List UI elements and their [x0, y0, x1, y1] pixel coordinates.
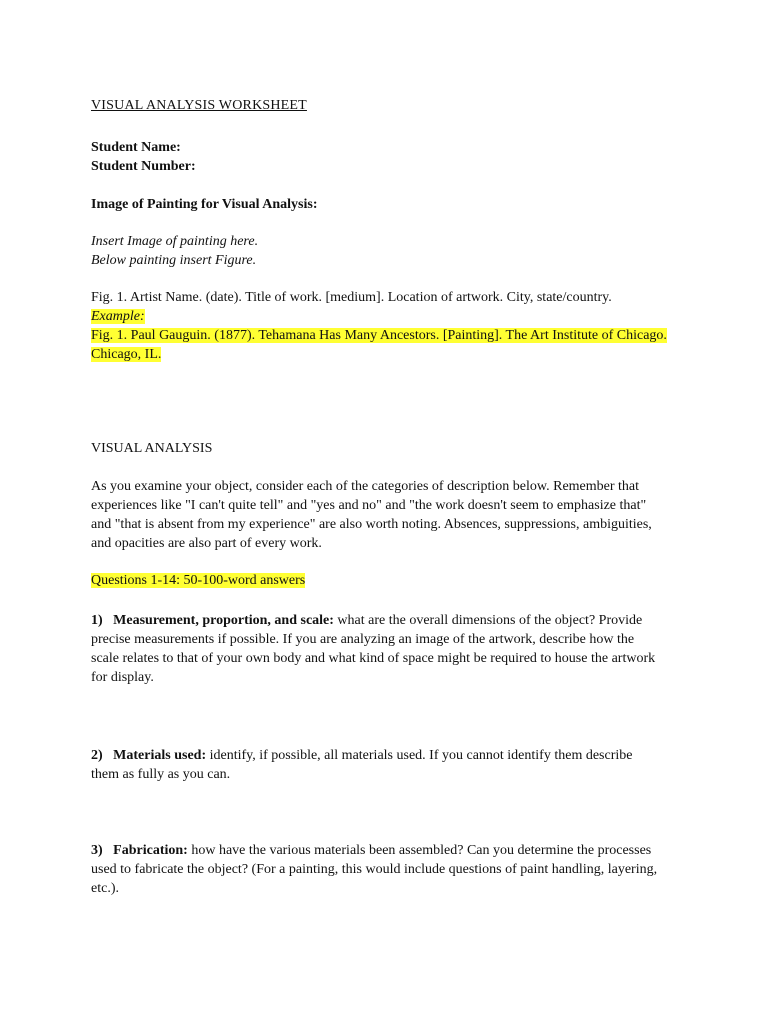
- intro-line-4: and opacities are also part of every work.: [91, 536, 322, 551]
- question-1: [91, 612, 683, 631]
- question-1-heading: Measurement, proportion, and scale:: [113, 613, 334, 628]
- example-block: [91, 308, 683, 327]
- question-2-number: 2): [91, 748, 103, 763]
- question-2: [91, 747, 683, 766]
- question-3-heading: Fabrication:: [113, 843, 188, 858]
- question-1-text-line-2: precise measurements if possible. If you are analyzing an image of the artwork, describe how the: [91, 632, 635, 647]
- question-3-number: 3): [91, 843, 103, 858]
- question-3-text-line-2: used to fabricate the object? (For a painting, this would include questions of paint handling, layering,: [91, 862, 658, 877]
- example-citation-line-1-wrap: [91, 327, 683, 346]
- question-2-heading: Materials used:: [113, 748, 207, 763]
- figure-format-line: Fig. 1. Artist Name. (date). Title of work. [medium]. Location of artwork. City, state/country.: [91, 290, 612, 305]
- worksheet-title: VISUAL ANALYSIS WORKSHEET: [91, 98, 307, 113]
- intro-line-2: experiences like "I can't quite tell" and "yes and no" and "the work doesn't seem to emphasize that": [91, 498, 647, 513]
- image-heading: Image of Painting for Visual Analysis:: [91, 197, 318, 212]
- example-citation-line-2: Chicago, IL.: [91, 347, 162, 362]
- question-3-text-line-3: etc.).: [91, 881, 119, 896]
- example-citation-line-1: Fig. 1. Paul Gauguin. (1877). Tehamana Has Many Ancestors. [Painting]. The Art Institute of Chicago.: [91, 328, 667, 343]
- insert-figure-instruction: Below painting insert Figure.: [91, 253, 257, 268]
- intro-line-3: and "that is absent from my experience" are also worth noting. Absences, suppressions, ambiguities,: [91, 517, 652, 532]
- question-1-number: 1): [91, 613, 103, 628]
- question-3-text-line-1: how have the various materials been assembled? Can you determine the processes: [187, 843, 652, 858]
- question-1-text-line-1: what are the overall dimensions of the object? Provide: [333, 613, 643, 628]
- question-1-text-line-4: for display.: [91, 670, 154, 685]
- question-1-text-line-3: scale relates to that of your own body and what kind of space might be required to house the artwork: [91, 651, 656, 666]
- questions-note: Questions 1-14: 50-100-word answers: [91, 573, 306, 588]
- example-label: Example:: [91, 309, 145, 324]
- student-name-label: Student Name:: [91, 140, 181, 155]
- questions-note-wrap: [91, 572, 683, 591]
- intro-line-1: As you examine your object, consider each of the categories of description below. Remember that: [91, 479, 640, 494]
- question-2-text-line-1: identify, if possible, all materials used. If you cannot identify them describe: [206, 748, 633, 763]
- question-3: [91, 842, 683, 861]
- question-2-text-line-2: them as fully as you can.: [91, 767, 231, 782]
- example-citation-line-2-wrap: [91, 346, 683, 365]
- insert-image-instruction: Insert Image of painting here.: [91, 234, 259, 249]
- visual-analysis-heading: VISUAL ANALYSIS: [91, 441, 213, 456]
- student-number-label: Student Number:: [91, 159, 196, 174]
